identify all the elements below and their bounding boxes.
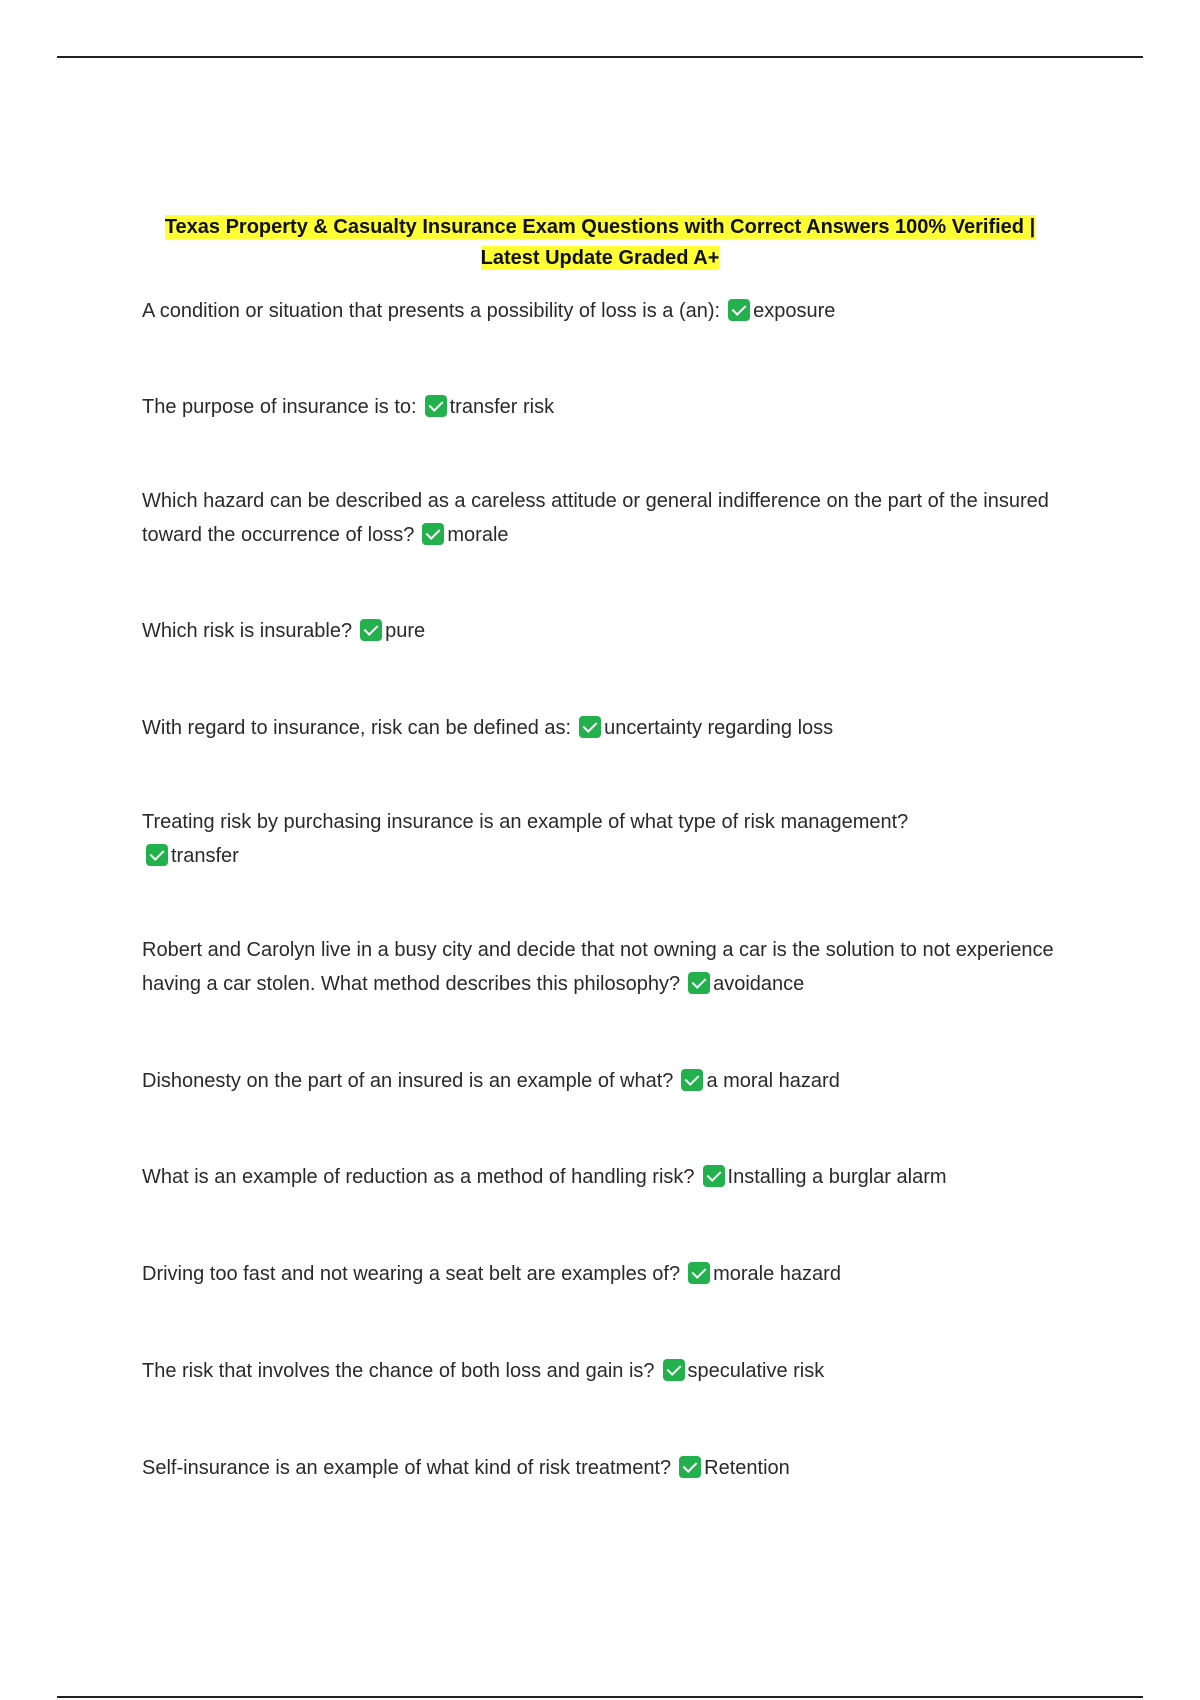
qa-item	[142, 1064, 1062, 1098]
qa-item	[142, 294, 1062, 328]
question-text: With regard to insurance, risk can be defined as:	[142, 717, 572, 739]
check-mark-icon	[146, 844, 168, 866]
answer-text: a moral hazard	[706, 1070, 840, 1092]
check-mark-icon	[703, 1165, 725, 1187]
qa-item	[142, 805, 1062, 873]
check-mark-icon	[425, 395, 447, 417]
qa-item	[142, 933, 1062, 1001]
qa-item	[142, 1160, 1062, 1194]
qa-item	[142, 614, 1062, 648]
document-title	[140, 212, 1060, 274]
question-text: Treating risk by purchasing insurance is an example of what type of risk management?	[142, 811, 909, 833]
check-mark-icon	[688, 972, 710, 994]
check-mark-icon	[728, 299, 750, 321]
qa-item	[142, 484, 1062, 552]
answer-text: Retention	[704, 1457, 790, 1479]
question-text: Which risk is insurable?	[142, 620, 353, 642]
answer-text: Installing a burglar alarm	[727, 1166, 947, 1188]
check-mark-icon	[688, 1262, 710, 1284]
answer-text: avoidance	[713, 973, 805, 995]
check-mark-icon	[681, 1069, 703, 1091]
check-mark-icon	[679, 1456, 701, 1478]
question-text: Dishonesty on the part of an insured is an example of what?	[142, 1070, 674, 1092]
answer-text: exposure	[753, 300, 836, 322]
answer-text: transfer	[171, 845, 239, 867]
answer-text: pure	[385, 620, 426, 642]
question-text: The purpose of insurance is to:	[142, 396, 417, 418]
answer-text: uncertainty regarding loss	[604, 717, 834, 739]
question-text: Driving too fast and not wearing a seat belt are examples of?	[142, 1263, 681, 1285]
check-mark-icon	[663, 1359, 685, 1381]
question-text: The risk that involves the chance of both loss and gain is?	[142, 1360, 655, 1382]
answer-text: speculative risk	[687, 1360, 825, 1382]
title-highlight: Texas Property & Casualty Insurance Exam Questions with Correct Answers 100% Verified | Latest Update Graded A+	[164, 216, 1036, 269]
question-text: What is an example of reduction as a method of handling risk?	[142, 1166, 695, 1188]
qa-item	[142, 390, 1062, 424]
answer-text: transfer risk	[449, 396, 555, 418]
qa-item	[142, 711, 1062, 745]
footer-rule	[57, 1696, 1143, 1698]
question-text: Self-insurance is an example of what kind of risk treatment?	[142, 1457, 672, 1479]
question-text: Which hazard can be described as a careless attitude or general indifference on the part of the insured toward the occurrence of loss?	[142, 490, 1049, 546]
header-rule	[57, 56, 1143, 58]
answer-text: morale hazard	[713, 1263, 841, 1285]
question-text: A condition or situation that presents a possibility of loss is a (an):	[142, 300, 721, 322]
question-text: Robert and Carolyn live in a busy city and decide that not owning a car is the solution to not experience having a car stolen. What method describes this philosophy?	[142, 939, 1054, 995]
answer-text: morale	[447, 524, 509, 546]
qa-item	[142, 1451, 1062, 1485]
qa-item	[142, 1354, 1062, 1388]
check-mark-icon	[422, 523, 444, 545]
check-mark-icon	[579, 716, 601, 738]
check-mark-icon	[360, 619, 382, 641]
qa-item	[142, 1257, 1062, 1291]
